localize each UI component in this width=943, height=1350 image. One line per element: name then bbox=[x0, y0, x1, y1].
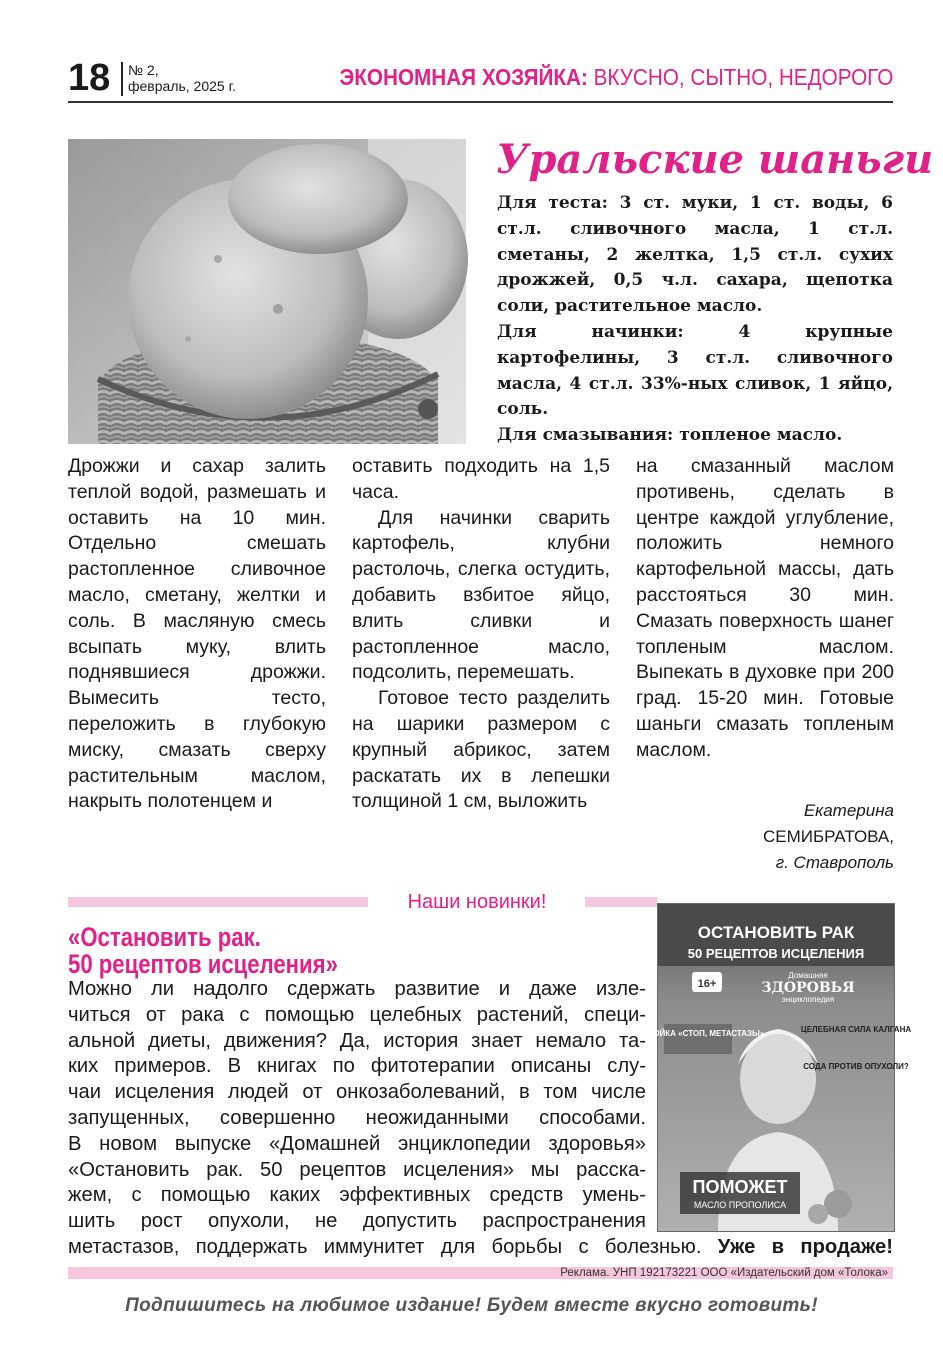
book-title-line-1: «Остановить рак. bbox=[68, 922, 261, 952]
author-last-name: СЕМИБРАТОВА, bbox=[762, 827, 894, 846]
ingredients-dough: Для теста: 3 ст. муки, 1 ст. воды, 6 ст.л. сливочного масла, 1 ст.л. сметаны, 2 желтка, 1,5 ст.л. сухих дрожжей, 0,5 ч.л. сахара, щепотка соли, растительное масло. bbox=[497, 193, 893, 317]
on-sale-label: Уже в продаже! bbox=[717, 1235, 893, 1258]
book-text-line: В новом выпуске «Домашней энциклопедии здоровья» bbox=[68, 1132, 646, 1155]
book-text-line: ких примеров. В книгах по фитотерапии описаны слу- bbox=[68, 1055, 646, 1078]
cover-bottom-title: ПОМОЖЕТ bbox=[692, 1177, 788, 1197]
recipe-column-1 bbox=[68, 454, 326, 815]
book-title bbox=[68, 924, 544, 978]
ingredients bbox=[497, 191, 893, 449]
book-cover bbox=[631, 903, 912, 1232]
ad-disclaimer: Реклама. УНП 192173221 ООО «Издательский дом «Толока» bbox=[560, 1267, 888, 1279]
ingredients-greasing: Для смазывания: топленое масло. bbox=[497, 425, 843, 446]
author-city: г. Ставрополь bbox=[775, 853, 894, 872]
subscribe-slogan: Подпишитесь на любимое издание! Будем вместе вкусно готовить! bbox=[125, 1295, 818, 1316]
magazine-tagline: ВКУСНО, СЫТНО, НЕДОРОГО bbox=[587, 64, 893, 90]
magazine-name: ЭКОНОМНАЯ ХОЗЯЙКА: bbox=[339, 64, 588, 90]
book-text-line: Можно ли надолго сдержать развитие и даже изле- bbox=[68, 978, 646, 1000]
recipe-step-text: Для начинки сварить картофель, клубни растолочь, слегка остудить, добавить взбитое яйцо, влить сливки и растопленное масло, подсолить, перемешать. bbox=[352, 506, 610, 684]
cover-left-text: НАСТОЙКА «СТОП, МЕТАСТАЗЫ» bbox=[631, 1029, 765, 1038]
novelty-bar-left bbox=[68, 897, 368, 907]
author-first-name: Екатерина bbox=[803, 801, 894, 820]
book-text-line: чаи исцеления людей от онкозаболеваний, в том числе bbox=[68, 1081, 646, 1104]
cover-series-bottom: энциклопедия bbox=[781, 995, 835, 1004]
book-text-line: читься от рака с помощью целебных растений, специ- bbox=[68, 1003, 646, 1026]
recipe-photo bbox=[68, 139, 466, 444]
cover-right-text-2: СОДА ПРОТИВ ОПУХОЛИ? bbox=[803, 1062, 909, 1071]
recipe-title: Уральские шаньги bbox=[496, 136, 934, 183]
novelty-label: Наши новинки! bbox=[407, 891, 547, 913]
pastry-basket-image bbox=[68, 139, 466, 444]
recipe-step-text: оставить подходить на 1,5 часа. bbox=[352, 455, 610, 503]
recipe-author bbox=[636, 798, 894, 876]
book-text-line: жем, с помощью каких эффективных средств умень- bbox=[68, 1184, 646, 1207]
recipe-column-2 bbox=[352, 454, 610, 815]
recipe-step-text: на смазанный маслом противень, сделать в центре каждой углубление, положить немного картофельной массы, дать расстояться 30 мин. Смазать поверхность шанег топленым маслом. Выпекать в духовке при 200 град. 15-20 мин. Готовые шаньги смазать топленым маслом. bbox=[636, 455, 894, 761]
book-text-line: «Остановить рак. 50 рецептов исцеления» мы расска- bbox=[68, 1158, 646, 1181]
cover-bottom-subtitle: МАСЛО ПРОПОЛИСА bbox=[693, 1200, 787, 1210]
cover-title-2: 50 РЕЦЕПТОВ ИСЦЕЛЕНИЯ bbox=[687, 946, 865, 961]
page-number: 18 bbox=[68, 57, 111, 99]
novelty-bar-right bbox=[585, 897, 657, 907]
issue-number: № 2, bbox=[128, 62, 159, 78]
book-text-line: метастазов, поддержать иммунитет для борьбы с болезнью. bbox=[68, 1235, 702, 1258]
header-divider bbox=[121, 62, 123, 96]
recipe-step-text: Готовое тесто разделить на шарики размером с крупный абрикос, затем раскатать их в лепешки толщиной 1 см, выложить bbox=[352, 687, 610, 813]
book-text-line: шить рост опухоли, не допустить распространения bbox=[68, 1210, 646, 1233]
issue-info bbox=[128, 62, 236, 94]
ingredients-filling: Для начинки: 4 крупные картофелины, 3 ст.л. сливочного масла, 4 ст.л. 33%-ных сливок, 1 яйцо, соль. bbox=[497, 321, 893, 420]
header-rule bbox=[68, 101, 893, 103]
book-text-line: альной диеты, движения? Да, история знает немало та- bbox=[68, 1029, 646, 1052]
book-text-last-line bbox=[68, 1235, 893, 1261]
recipe-step-text: Дрожжи и сахар залить теплой водой, размешать и оставить на 10 мин. Отдельно смешать растопленное сливочное масло, сметану, желтки и соль. В масляную смесь всыпать муку, влить поднявшиеся дрожжи. Вымесить тесто, переложить в глубокую миску, смазать сверху растительным маслом, накрыть полотенцем и bbox=[68, 455, 326, 813]
book-cover-image bbox=[631, 904, 912, 1231]
recipe-column-3 bbox=[636, 454, 894, 764]
cover-right-text-1: ЦЕЛЕБНАЯ СИЛА КАЛГАНА bbox=[800, 1025, 912, 1034]
book-title-line-2: 50 рецептов исцеления» bbox=[68, 949, 338, 979]
cover-series-name: ЗДОРОВЬЯ bbox=[761, 980, 855, 996]
cover-age-badge: 16+ bbox=[697, 978, 717, 990]
cover-series-top: Домашняя bbox=[788, 971, 828, 980]
cover-title-1: ОСТАНОВИТЬ РАК bbox=[697, 923, 855, 942]
book-text-line: запущенных, совершенно неожиданными способами. bbox=[68, 1106, 646, 1129]
magazine-title bbox=[339, 64, 893, 91]
issue-date: февраль, 2025 г. bbox=[128, 78, 236, 94]
